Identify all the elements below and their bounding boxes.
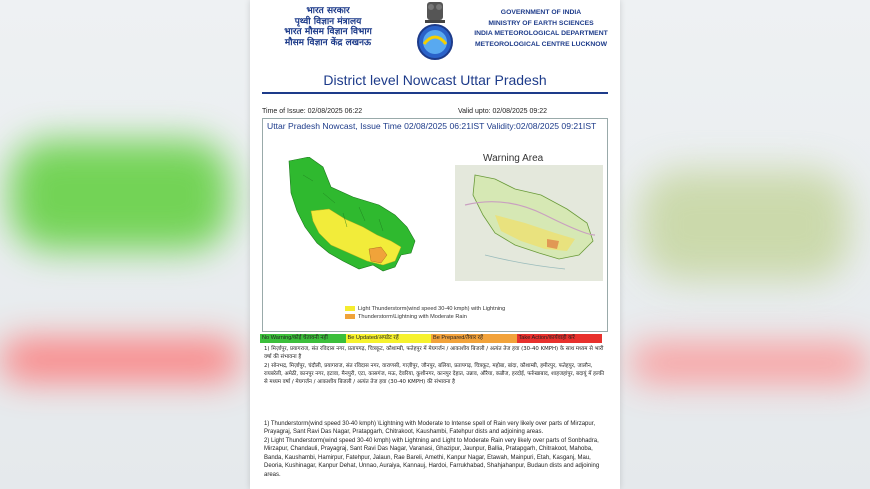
page-title: District level Nowcast Uttar Pradesh bbox=[323, 72, 547, 88]
warning-area-map bbox=[455, 165, 603, 281]
hindi-header-line: मौसम विज्ञान केंद्र लखनऊ bbox=[284, 37, 372, 48]
english-forecast-2: 2) Light Thunderstorm(wind speed 30-40 kmph) with Lightning and Light to Moderate Rain very likely over parts of Sonbhadra, Mirzapur, Chandauli, Prayagraj, Sant Ravi Das Nagar, Varanasi, Ghazipur, Jaunpur, Ballia, Pratapgarh, Chitrakoot, Mahoba, Banda, Kaushambi, Hamirpur, Fatehpur, Jalaun, Rae Bareli, Amethi, Kanpur Nagar, Etawah, Mainpuri, Etah, Kasganj, Mau, Deoria, Kushinagar, Kanpur Dehat, Unnao, Auraiya, Kannauj, Hardoi, Farrukhabad, Shahjahanpur, Budaun dists and adjoining areas. bbox=[264, 438, 600, 478]
bulletin-page bbox=[250, 0, 620, 489]
english-header-line: INDIA METEOROLOGICAL DEPARTMENT bbox=[474, 30, 608, 38]
blurred-band-right bbox=[630, 345, 870, 381]
inset-title: Warning Area bbox=[483, 153, 544, 164]
warning-level-bar bbox=[260, 334, 602, 343]
band-take-action: Take Action/कार्यवाही करें bbox=[517, 334, 603, 343]
map-title: Uttar Pradesh Nowcast, Issue Time 02/08/2025 06:21IST Validity:02/08/2025 09:21IST bbox=[267, 121, 597, 131]
blurred-map-right bbox=[640, 170, 850, 280]
band-be-prepared: Be Prepared/तैयार रहें bbox=[431, 334, 517, 343]
map-legend bbox=[345, 305, 505, 321]
hindi-forecast-1: 1) मिर्ज़ापुर, प्रयागराज, संत रविदास नगर, प्रतापगढ़, चित्रकूट, कौशाम्बी, फतेहपुर में मेघगर्जन / आकाशीय बिजली / अत्यंत तेज हवा (30-40 KMPH) के साथ मध्यम से भारी वर्षा की संभावना है bbox=[264, 346, 604, 360]
time-of-issue: Time of Issue: 02/08/2025 06:22 bbox=[262, 108, 363, 115]
imd-emblem-icon bbox=[410, 0, 460, 64]
blurred-map-left bbox=[10, 140, 230, 250]
warning-area-inset bbox=[455, 165, 603, 281]
english-header-line: METEOROLOGICAL CENTRE LUCKNOW bbox=[474, 40, 608, 48]
band-be-updated: Be Updated/अपडेट रहें bbox=[346, 334, 432, 343]
hindi-forecast-2: 2) सोनभद्र, मिर्ज़ापुर, चंदौली, प्रयागराज, संत रविदास नगर, वाराणसी, गाज़ीपुर, जौनपुर, बलिया, प्रतापगढ़, चित्रकूट, महोबा, बांदा, कौशाम्बी, हमीरपुर, फतेहपुर, जालौन, रायबरेली, अमेठी, कानपुर नगर, इटावा, मैनपुरी, एटा, कासगंज, मऊ, देवरिया, कुशीनगर, कानपुर देहात, उन्नाव, औरैया, कन्नौज, हरदोई, फर्रुखाबाद, शाहजहांपुर, बदायूं में हल्की से मध्यम वर्षा / मेघगर्जन / आकाशीय बिजली / अत्यंत तेज हवा (30-40 KMPH) की संभावना है bbox=[264, 363, 605, 385]
english-forecast-1: 1) Thunderstorm(wind speed 30-40 kmph) \Lightning with Moderate to Intense spell of Rain very likely over parts of Mirzapur, Prayagraj, Sant Ravi Das Nagar, Pratapgarh, Chitrakoot, Kaushambi, Fatehpur dists and adjoining areas. bbox=[264, 421, 596, 436]
legend-swatch-yellow bbox=[345, 306, 355, 311]
title-divider bbox=[262, 92, 608, 94]
hindi-header-line: भारत सरकार bbox=[306, 6, 350, 16]
hindi-header-line: भारत मौसम विज्ञान विभाग bbox=[284, 27, 372, 37]
legend-swatch-orange bbox=[345, 314, 355, 319]
legend-label: Light Thunderstorm(wind speed 30-40 kmph) with Lightning bbox=[358, 306, 506, 312]
hindi-header bbox=[272, 6, 384, 48]
legend-item bbox=[345, 313, 505, 321]
valid-upto: Valid upto: 02/08/2025 09:22 bbox=[458, 108, 548, 115]
english-header bbox=[466, 8, 616, 50]
hindi-header-line: पृथ्वी विज्ञान मंत्रालय bbox=[294, 16, 362, 27]
legend-label: Thunderstorm\Lightning with Moderate Rain bbox=[358, 314, 467, 320]
blurred-band-left bbox=[0, 340, 240, 380]
band-no-warning: No Warning/कोई चेतावनी नहीं bbox=[260, 334, 346, 343]
english-header-line: GOVERNMENT OF INDIA bbox=[500, 9, 582, 16]
up-district-map bbox=[283, 157, 423, 287]
legend-item bbox=[345, 305, 505, 313]
english-header-line: MINISTRY OF EARTH SCIENCES bbox=[488, 19, 594, 27]
nowcast-map-panel bbox=[262, 118, 608, 332]
